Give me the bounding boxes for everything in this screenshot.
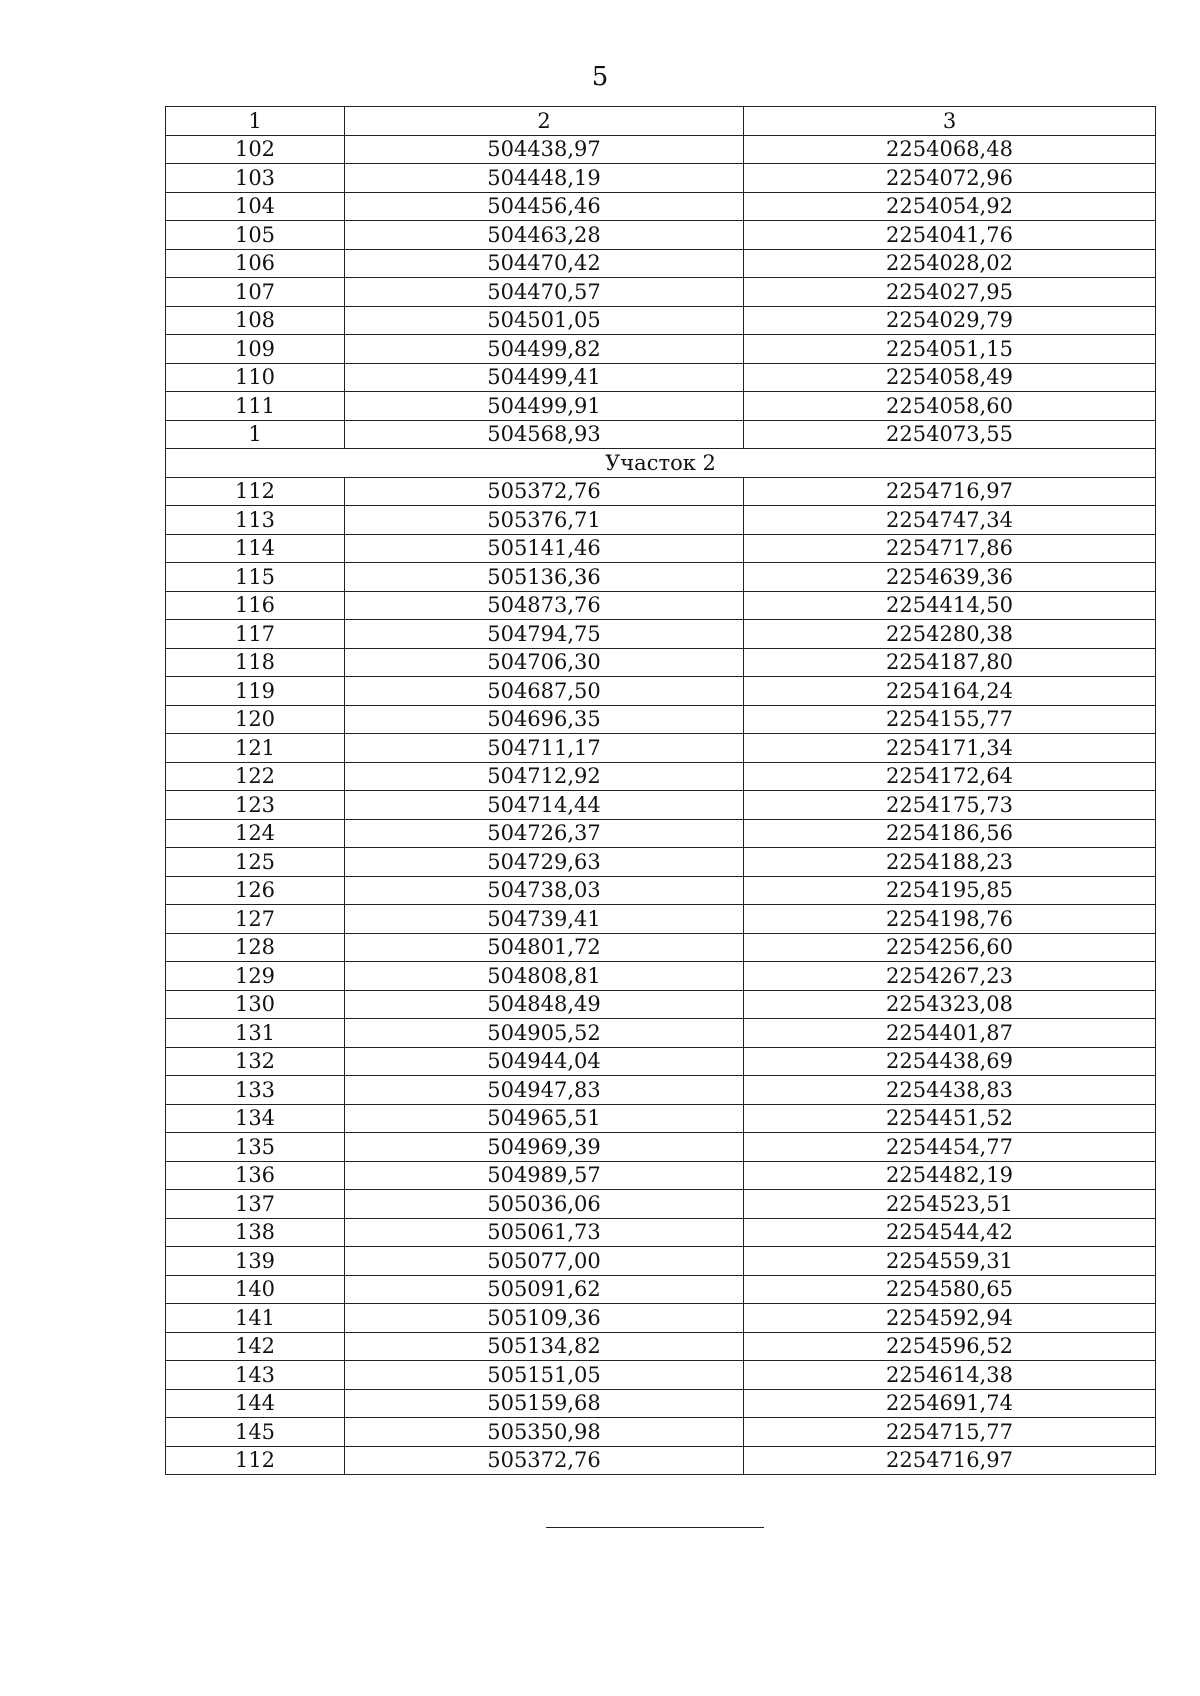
point-number-cell: 110: [166, 363, 345, 392]
x-coordinate-cell: 504947,83: [345, 1076, 744, 1105]
point-number-cell: 123: [166, 791, 345, 820]
y-coordinate-cell: 2254027,95: [744, 278, 1156, 307]
table-row: [166, 762, 1156, 791]
point-number-cell: 118: [166, 648, 345, 677]
point-number-cell: 127: [166, 905, 345, 934]
table-row: [166, 791, 1156, 820]
y-coordinate-cell: 2254614,38: [744, 1361, 1156, 1390]
table-row: [166, 1275, 1156, 1304]
x-coordinate-cell: 504905,52: [345, 1019, 744, 1048]
x-coordinate-cell: 505136,36: [345, 563, 744, 592]
y-coordinate-cell: 2254454,77: [744, 1133, 1156, 1162]
table-row: [166, 1418, 1156, 1447]
y-coordinate-cell: 2254256,60: [744, 933, 1156, 962]
y-coordinate-cell: 2254172,64: [744, 762, 1156, 791]
y-coordinate-cell: 2254691,74: [744, 1389, 1156, 1418]
x-coordinate-cell: 505134,82: [345, 1332, 744, 1361]
x-coordinate-cell: 505061,73: [345, 1218, 744, 1247]
y-coordinate-cell: 2254559,31: [744, 1247, 1156, 1276]
point-number-cell: 125: [166, 848, 345, 877]
x-coordinate-cell: 504808,81: [345, 962, 744, 991]
x-coordinate-cell: 504726,37: [345, 819, 744, 848]
x-coordinate-cell: 504470,57: [345, 278, 744, 307]
x-coordinate-cell: 504499,82: [345, 335, 744, 364]
y-coordinate-cell: 2254198,76: [744, 905, 1156, 934]
y-coordinate-cell: 2254747,34: [744, 506, 1156, 535]
y-coordinate-cell: 2254716,97: [744, 477, 1156, 506]
point-number-cell: 143: [166, 1361, 345, 1390]
y-coordinate-cell: 2254188,23: [744, 848, 1156, 877]
x-coordinate-cell: 504989,57: [345, 1161, 744, 1190]
coordinates-table: [165, 106, 1156, 1475]
x-coordinate-cell: 504463,28: [345, 221, 744, 250]
point-number-cell: 137: [166, 1190, 345, 1219]
y-coordinate-cell: 2254639,36: [744, 563, 1156, 592]
point-number-cell: 136: [166, 1161, 345, 1190]
table-row: [166, 1247, 1156, 1276]
x-coordinate-cell: 504438,97: [345, 135, 744, 164]
y-coordinate-cell: 2254717,86: [744, 534, 1156, 563]
x-coordinate-cell: 504501,05: [345, 306, 744, 335]
point-number-cell: 140: [166, 1275, 345, 1304]
table-row: [166, 278, 1156, 307]
table-row: [166, 420, 1156, 449]
point-number-cell: 133: [166, 1076, 345, 1105]
x-coordinate-cell: 504738,03: [345, 876, 744, 905]
table-row: [166, 192, 1156, 221]
x-coordinate-cell: 504706,30: [345, 648, 744, 677]
point-number-cell: 126: [166, 876, 345, 905]
x-coordinate-cell: 505372,76: [345, 1446, 744, 1475]
section-row: [166, 449, 1156, 478]
point-number-cell: 135: [166, 1133, 345, 1162]
y-coordinate-cell: 2254051,15: [744, 335, 1156, 364]
x-coordinate-cell: 504944,04: [345, 1047, 744, 1076]
point-number-cell: 102: [166, 135, 345, 164]
table-row: [166, 335, 1156, 364]
table-row: [166, 135, 1156, 164]
point-number-cell: 114: [166, 534, 345, 563]
x-coordinate-cell: 504801,72: [345, 933, 744, 962]
table-row: [166, 705, 1156, 734]
point-number-cell: 120: [166, 705, 345, 734]
table-row: [166, 1076, 1156, 1105]
closing-rule: [546, 1527, 764, 1528]
x-coordinate-cell: 505372,76: [345, 477, 744, 506]
table-row: [166, 648, 1156, 677]
y-coordinate-cell: 2254195,85: [744, 876, 1156, 905]
table-row: [166, 1361, 1156, 1390]
x-coordinate-cell: 504794,75: [345, 620, 744, 649]
x-coordinate-cell: 504873,76: [345, 591, 744, 620]
x-coordinate-cell: 504729,63: [345, 848, 744, 877]
y-coordinate-cell: 2254041,76: [744, 221, 1156, 250]
point-number-cell: 141: [166, 1304, 345, 1333]
table-row: [166, 1133, 1156, 1162]
table-row: [166, 1047, 1156, 1076]
x-coordinate-cell: 504714,44: [345, 791, 744, 820]
table-row: [166, 1190, 1156, 1219]
x-coordinate-cell: 504696,35: [345, 705, 744, 734]
y-coordinate-cell: 2254414,50: [744, 591, 1156, 620]
point-number-cell: 1: [166, 420, 345, 449]
table-row: [166, 392, 1156, 421]
x-coordinate-cell: 505376,71: [345, 506, 744, 535]
x-coordinate-cell: 505109,36: [345, 1304, 744, 1333]
table-row: [166, 591, 1156, 620]
point-number-cell: 122: [166, 762, 345, 791]
page-number: 5: [591, 62, 609, 92]
point-number-cell: 128: [166, 933, 345, 962]
y-coordinate-cell: 2254482,19: [744, 1161, 1156, 1190]
point-number-cell: 134: [166, 1104, 345, 1133]
y-coordinate-cell: 2254580,65: [744, 1275, 1156, 1304]
point-number-cell: 104: [166, 192, 345, 221]
header-cell-2: 2: [345, 107, 744, 136]
point-number-cell: 111: [166, 392, 345, 421]
y-coordinate-cell: 2254438,83: [744, 1076, 1156, 1105]
y-coordinate-cell: 2254028,02: [744, 249, 1156, 278]
point-number-cell: 131: [166, 1019, 345, 1048]
point-number-cell: 108: [166, 306, 345, 335]
y-coordinate-cell: 2254716,97: [744, 1446, 1156, 1475]
table-row: [166, 905, 1156, 934]
y-coordinate-cell: 2254715,77: [744, 1418, 1156, 1447]
header-cell-3: 3: [744, 107, 1156, 136]
table-row: [166, 363, 1156, 392]
x-coordinate-cell: 504687,50: [345, 677, 744, 706]
x-coordinate-cell: 505350,98: [345, 1418, 744, 1447]
x-coordinate-cell: 505091,62: [345, 1275, 744, 1304]
point-number-cell: 112: [166, 477, 345, 506]
table-row: [166, 734, 1156, 763]
table-row: [166, 1332, 1156, 1361]
point-number-cell: 109: [166, 335, 345, 364]
x-coordinate-cell: 504965,51: [345, 1104, 744, 1133]
y-coordinate-cell: 2254073,55: [744, 420, 1156, 449]
table-row: [166, 1446, 1156, 1475]
x-coordinate-cell: 504448,19: [345, 164, 744, 193]
table-row: [166, 306, 1156, 335]
y-coordinate-cell: 2254155,77: [744, 705, 1156, 734]
x-coordinate-cell: 504499,41: [345, 363, 744, 392]
x-coordinate-cell: 504848,49: [345, 990, 744, 1019]
table-row: [166, 477, 1156, 506]
point-number-cell: 115: [166, 563, 345, 592]
y-coordinate-cell: 2254523,51: [744, 1190, 1156, 1219]
point-number-cell: 113: [166, 506, 345, 535]
y-coordinate-cell: 2254596,52: [744, 1332, 1156, 1361]
table-row: [166, 1161, 1156, 1190]
table-row: [166, 933, 1156, 962]
table-row: [166, 620, 1156, 649]
y-coordinate-cell: 2254267,23: [744, 962, 1156, 991]
table-row: [166, 819, 1156, 848]
x-coordinate-cell: 504568,93: [345, 420, 744, 449]
table-row: [166, 876, 1156, 905]
y-coordinate-cell: 2254187,80: [744, 648, 1156, 677]
y-coordinate-cell: 2254544,42: [744, 1218, 1156, 1247]
point-number-cell: 142: [166, 1332, 345, 1361]
y-coordinate-cell: 2254072,96: [744, 164, 1156, 193]
point-number-cell: 105: [166, 221, 345, 250]
point-number-cell: 145: [166, 1418, 345, 1447]
y-coordinate-cell: 2254058,60: [744, 392, 1156, 421]
x-coordinate-cell: 504499,91: [345, 392, 744, 421]
y-coordinate-cell: 2254280,38: [744, 620, 1156, 649]
table-row: [166, 1304, 1156, 1333]
point-number-cell: 103: [166, 164, 345, 193]
table-row: [166, 563, 1156, 592]
x-coordinate-cell: 504711,17: [345, 734, 744, 763]
table-header-row: [166, 107, 1156, 136]
coordinates-table-body: [166, 107, 1156, 1475]
x-coordinate-cell: 504712,92: [345, 762, 744, 791]
y-coordinate-cell: 2254068,48: [744, 135, 1156, 164]
table-row: [166, 1019, 1156, 1048]
table-row: [166, 249, 1156, 278]
point-number-cell: 119: [166, 677, 345, 706]
header-cell-1: 1: [166, 107, 345, 136]
table-row: [166, 1218, 1156, 1247]
x-coordinate-cell: 504470,42: [345, 249, 744, 278]
point-number-cell: 124: [166, 819, 345, 848]
table-row: [166, 677, 1156, 706]
point-number-cell: 132: [166, 1047, 345, 1076]
y-coordinate-cell: 2254029,79: [744, 306, 1156, 335]
y-coordinate-cell: 2254058,49: [744, 363, 1156, 392]
table-row: [166, 848, 1156, 877]
point-number-cell: 138: [166, 1218, 345, 1247]
y-coordinate-cell: 2254171,34: [744, 734, 1156, 763]
table-row: [166, 1389, 1156, 1418]
x-coordinate-cell: 505077,00: [345, 1247, 744, 1276]
x-coordinate-cell: 505036,06: [345, 1190, 744, 1219]
y-coordinate-cell: 2254451,52: [744, 1104, 1156, 1133]
point-number-cell: 116: [166, 591, 345, 620]
y-coordinate-cell: 2254438,69: [744, 1047, 1156, 1076]
y-coordinate-cell: 2254592,94: [744, 1304, 1156, 1333]
x-coordinate-cell: 504739,41: [345, 905, 744, 934]
point-number-cell: 106: [166, 249, 345, 278]
point-number-cell: 107: [166, 278, 345, 307]
table-row: [166, 1104, 1156, 1133]
point-number-cell: 112: [166, 1446, 345, 1475]
point-number-cell: 117: [166, 620, 345, 649]
x-coordinate-cell: 505159,68: [345, 1389, 744, 1418]
y-coordinate-cell: 2254054,92: [744, 192, 1156, 221]
point-number-cell: 144: [166, 1389, 345, 1418]
table-row: [166, 990, 1156, 1019]
y-coordinate-cell: 2254401,87: [744, 1019, 1156, 1048]
table-row: [166, 962, 1156, 991]
x-coordinate-cell: 505141,46: [345, 534, 744, 563]
y-coordinate-cell: 2254186,56: [744, 819, 1156, 848]
table-row: [166, 506, 1156, 535]
y-coordinate-cell: 2254323,08: [744, 990, 1156, 1019]
y-coordinate-cell: 2254175,73: [744, 791, 1156, 820]
point-number-cell: 129: [166, 962, 345, 991]
point-number-cell: 121: [166, 734, 345, 763]
table-row: [166, 534, 1156, 563]
table-row: [166, 221, 1156, 250]
point-number-cell: 130: [166, 990, 345, 1019]
x-coordinate-cell: 504456,46: [345, 192, 744, 221]
y-coordinate-cell: 2254164,24: [744, 677, 1156, 706]
table-row: [166, 164, 1156, 193]
point-number-cell: 139: [166, 1247, 345, 1276]
x-coordinate-cell: 505151,05: [345, 1361, 744, 1390]
section-title: Участок 2: [166, 449, 1156, 478]
x-coordinate-cell: 504969,39: [345, 1133, 744, 1162]
